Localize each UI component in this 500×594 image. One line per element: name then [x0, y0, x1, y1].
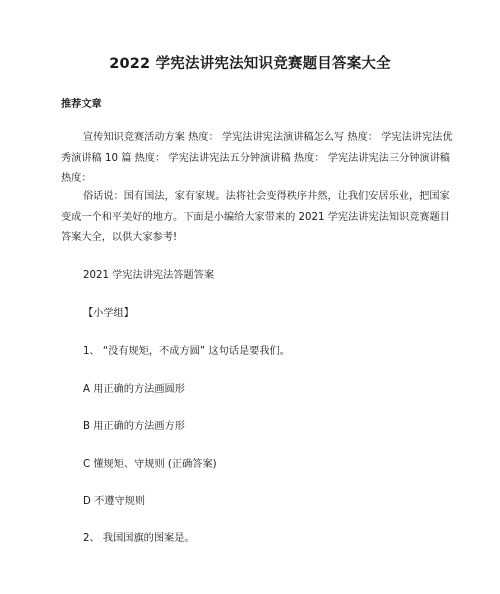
question-1-option-d: D 不遵守规则	[83, 496, 146, 507]
question-1-option-c: C 懂规矩、守规则 (正确答案)	[83, 459, 217, 470]
question-1-option-a: A 用正确的方法画圆形	[83, 384, 185, 395]
group-label: 【小学组】	[83, 308, 134, 319]
section-title: 2021 学宪法讲宪法答题答案	[83, 270, 215, 281]
intro-paragraph: 俗话说：国有国法，家有家规。法将社会变得秩序井然，让我们安居乐业，把国家变成一个和平美好的地方。下面是小编给大家带来的 2021 学宪法讲宪法知识竞赛题目答案大全，以供大家参考!	[61, 191, 450, 243]
recommend-list: 宣传知识竞赛活动方案 热度： 学宪法讲宪法演讲稿怎么写 热度： 学宪法讲宪法优秀演讲稿 10 篇 热度： 学宪法讲宪法五分钟演讲稿 热度： 学宪法讲宪法三分钟演讲稿 热度：	[61, 132, 453, 184]
question-1: 1、 “没有规矩，不成方圆” 这句话是要我们。	[83, 346, 290, 357]
recommend-heading: 推荐文章	[61, 99, 102, 110]
question-1-option-b: B 用正确的方法画方形	[83, 421, 185, 432]
document-title: 2022 学宪法讲宪法知识竞赛题目答案大全	[109, 56, 391, 72]
question-2: 2、 我国国旗的图案是。	[83, 533, 195, 544]
